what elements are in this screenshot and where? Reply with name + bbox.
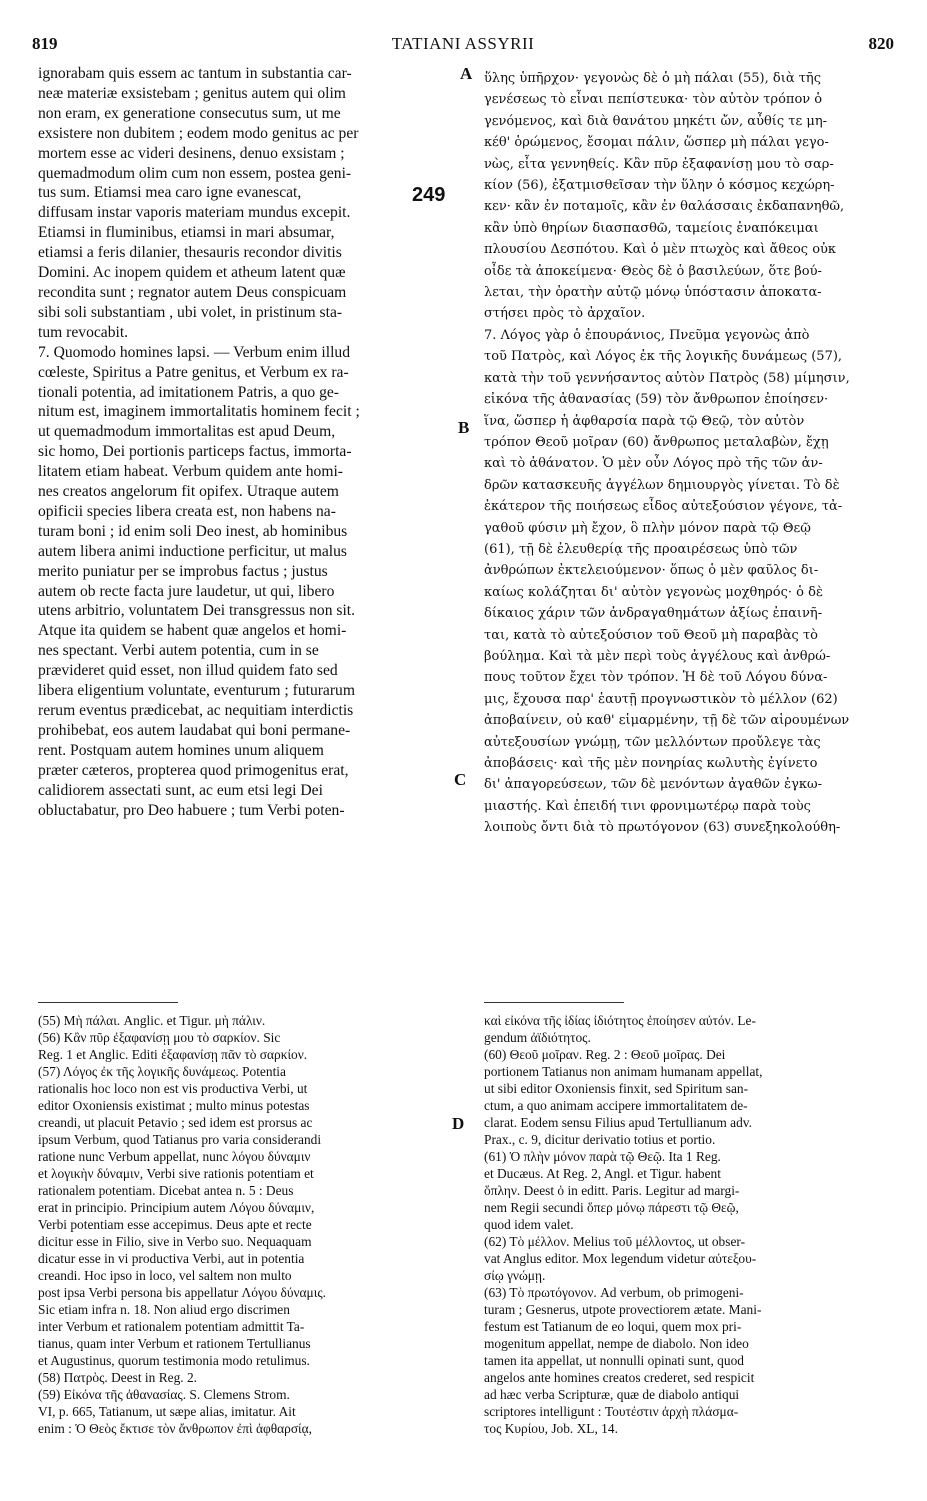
greek-text-line: μις, ἔχουσα παρ' ἑαυτῇ προγνωστικὸν τὸ μέλλον (62) [484, 691, 838, 707]
footnote-line: (58) Πατρὸς. Deest in Reg. 2. [38, 1370, 198, 1385]
footnotes-right [484, 1012, 904, 1437]
margin-marker-b: B [458, 418, 470, 437]
greek-text-line: ἵνα, ὥσπερ ἡ ἀφθαρσία παρὰ τῷ Θεῷ, τὸν αὐτὸν [484, 413, 805, 429]
latin-text-line: ignorabam quis essem ac tantum in substantia car- [38, 65, 352, 82]
latin-text-line: diffusam instar vaporis materiam mundus excepit. [38, 204, 351, 222]
footnote-line: vat Anglus editor. Mox legendum videtur αὐτεξου- [484, 1251, 757, 1266]
footnote-line: tamen ita appellat, ut nonnulli opinati sunt, quod [484, 1353, 744, 1368]
footnote-line: ad hæc verba Scripturæ, quæ de diabolo antiqui [484, 1387, 740, 1402]
greek-text-line: κίον (56), ἐξατμισθεῖσαν τὴν ὕλην ὁ κόσμος κεχώρη- [484, 178, 835, 194]
footnote-line: et Ducæus. At Reg. 2, Angl. et Tigur. habent [484, 1166, 721, 1181]
edition-page-number: 249 [412, 184, 446, 206]
latin-text-line: Atque ita quidem se habent quæ angelos et homi- [38, 622, 347, 640]
greek-text-line: νὼς, εἶτα γεννηθείς. Κἂν πῦρ ἐξαφανίσῃ μου τὸ σαρ- [484, 156, 834, 172]
greek-text-line: κέθ' ὁρώμενος, ἔσομαι πάλιν, ὥσπερ μὴ πάλαι γεγο- [484, 135, 829, 151]
footnote-line: scriptores intelligunt : Τουτέστιν ἀρχὴ πλάσμα- [484, 1404, 739, 1419]
latin-text-line: neæ materiæ exsistebam ; genitus autem qui olim [38, 84, 346, 102]
footnote-line: (61) Ὁ πλὴν μόνον παρὰ τῷ Θεῷ. Ita 1 Reg. [484, 1149, 721, 1164]
greek-text-line: (61), τῇ δὲ ἐλευθερίᾳ τῆς προαιρέσεως ὑπὸ τῶν [484, 541, 798, 557]
latin-text-line: tionali potentia, ad imitationem Patris, a quo ge- [38, 383, 339, 401]
greek-text-line: κεν· κἂν ἐν ποταμοῖς, κἂν ἐν θαλάσσαις ἐκδαπανηθῶ, [484, 199, 845, 215]
footnote-line: tianus, quam inter Verbum et rationem Tertullianus [38, 1336, 311, 1351]
latin-text-line: rerum eventus prædicebat, ac nequitiam interdictis [38, 702, 354, 719]
page-header [32, 34, 894, 58]
footnote-line: σίῳ γνώμῃ. [484, 1268, 546, 1283]
footnote-line: Sic etiam infra n. 18. Non aliud ergo discrimen [38, 1302, 290, 1317]
latin-text-line: autem libera animi inductione perficitur, ut malus [38, 542, 347, 560]
footnote-rule-right [484, 1002, 624, 1003]
footnote-line: ctum, a quo animam accipere immortalitatem de- [484, 1098, 748, 1113]
greek-text-line: μιαστής. Καὶ ἐπειδή τινι φρονιμωτέρῳ παρὰ τοὺς [484, 798, 811, 814]
page-number-right: 820 [868, 34, 894, 53]
footnote-line: VI, p. 665, Tatianum, ut sæpe alias, imitatur. Ait [38, 1404, 296, 1419]
latin-text-line: tum revocabit. [38, 323, 129, 341]
footnote-line: creandi, ut placuit Petavio ; sed idem est prorsus ac [38, 1115, 313, 1130]
latin-text-line: nes creatos angelorum fit opifex. Utraque autem [38, 483, 339, 501]
footnote-line: et λογικὴν δύναμιν, Verbi sive rationis potentiam et [38, 1166, 314, 1181]
footnote-line: καὶ εἰκόνα τῆς ἰδίας ἰδιότητος ἐποίησεν αὐτόν. Le- [484, 1013, 756, 1028]
footnote-line: (63) Τὸ πρωτόγονον. Ad verbum, ob primogeni- [484, 1285, 744, 1300]
footnote-line: τος Κυρίου, Job. XL, 14. [484, 1421, 618, 1436]
greek-text-line: λεται, τὴν ὁρατὴν αὐτῷ μόνῳ ὑπόστασιν ἀποκατα- [484, 285, 822, 301]
latin-text-line: cœleste, Spiritus a Patre genitus, et Verbum ex ra- [38, 363, 349, 381]
footnotes-left [38, 1012, 450, 1437]
footnote-line: editor Oxoniensis existimat ; multo minus potestas [38, 1098, 310, 1113]
margin-marker-a: A [460, 64, 473, 83]
latin-text-line: non eram, ex generatione consecutus sum, ut me [38, 104, 341, 122]
footnote-line: gendum ἀϊδιότητος. [484, 1030, 591, 1045]
greek-text-line: τρόπον Θεοῦ μοῖραν (60) ἄνθρωπος μεταλαβὼν, ἔχῃ [484, 434, 829, 450]
latin-text-line: sic homo, Dei portionis particeps factus, immorta- [38, 443, 352, 461]
latin-text-line: sibi soli substantiam , ubi volet, in pristinum sta- [38, 303, 343, 321]
latin-text-line: utens arbitrio, voluntatem Dei transgressus non sit. [38, 602, 356, 620]
latin-text-line: nitum est, imaginem immortalitatis hominem fecit ; [38, 403, 360, 421]
greek-text-line: κατὰ τὴν τοῦ γεννήσαντος αὐτὸν Πατρὸς (58) μίμησιν, [484, 370, 850, 386]
footnote-line: Prax., c. 9, dicitur derivatio totius et portio. [484, 1132, 716, 1147]
greek-text-line: ται, κατὰ τὸ αὐτεξούσιον τοῦ Θεοῦ μὴ παραβὰς τὸ [484, 627, 818, 643]
latin-column [38, 64, 448, 820]
greek-text-line: γενέσεως τὸ εἶναι πεπίστευκα· τὸν αὐτὸν τρόπον ὁ [484, 92, 823, 108]
footnote-line: erat in principio. Principium autem Λόγου δύναμιν, [38, 1200, 315, 1215]
latin-text-line: tus sum. Etiamsi mea caro igne evanescat, [38, 184, 302, 202]
latin-text-line: Domini. Ac inopem quidem et atheum latent quæ [38, 264, 346, 282]
footnote-line: rationalis hoc loco non est vis productiva Verbi, ut [38, 1081, 308, 1096]
latin-text-line: recondita sunt ; regnator autem Deus conspicuam [38, 283, 347, 301]
latin-text-line: 7. Quomodo homines lapsi. — Verbum enim illud [38, 343, 351, 361]
greek-column [484, 68, 904, 839]
footnote-line: creandi. Hoc ipso in loco, vel saltem non multo [38, 1268, 292, 1283]
greek-text-line: στήσει πρὸς τὸ ἀρχαῖον. [484, 306, 646, 322]
footnote-line: ratione nunc Verbum appellat, nunc λόγου δύναμιν [38, 1149, 311, 1164]
footnote-line: nem Regii secundi ὅπερ μόνῳ πάρεστι τῷ Θεῷ, [484, 1200, 739, 1215]
greek-text-line: 7. Λόγος γὰρ ὁ ἐπουράνιος, Πνεῦμα γεγονὼς ἀπὸ [484, 327, 810, 343]
greek-text-line: γαθοῦ φύσιν μὴ ἔχον, ὃ πλὴν μόνον παρὰ τῷ Θεῷ [484, 520, 811, 536]
footnote-line: (59) Εἰκόνα τῆς ἀθανασίας. S. Clemens Strom. [38, 1387, 290, 1402]
latin-text-line: rent. Postquam autem homines unum aliquem [38, 741, 324, 759]
latin-text-line: prævideret quid esset, non illud quidem fato sed [38, 662, 338, 680]
footnote-line: angelos ante homines creatos crederet, sed respicit [484, 1370, 755, 1385]
footnote-line: clarat. Eodem sensu Filius apud Tertullianum adv. [484, 1115, 752, 1130]
latin-text-line: merito puniatur per se improbus factus ; justus [38, 562, 328, 580]
latin-text-line: præter cæteros, propterea quod primogenitus erat, [38, 761, 349, 779]
latin-text-line: turam boni ; id enim soli Deo inest, ab hominibus [38, 522, 348, 540]
latin-text-line: obluctabatur, pro Deo habuere ; tum Verbi poten- [38, 801, 345, 819]
greek-text-line: λοιποὺς ὄντι διὰ τὸ πρωτόγονον (63) συνεξηκολούθη- [484, 820, 841, 836]
latin-text-line: nes spectant. Verbi autem potentia, cum in se [38, 642, 319, 660]
footnote-line: turam ; Gesnerus, utpote provectiorem ætate. Mani- [484, 1302, 762, 1317]
footnote-line: (57) Λόγος ἐκ τῆς λογικῆς δυνάμεως. Potentia [38, 1064, 286, 1079]
greek-text-line: οἶδε τὰ ἀποκείμενα· Θεὸς δὲ ὁ βασιλεύων, ὅτε βού- [484, 263, 822, 279]
footnote-line: quod idem valet. [484, 1217, 574, 1232]
latin-text-line: calidiorem assectati sunt, ac eum etsi legi Dei [38, 781, 323, 799]
footnote-line: et Augustinus, quorum testimonia modo retulimus. [38, 1353, 310, 1368]
latin-text-line: mortem esse ac videri desinens, denuo exsistam ; [38, 144, 345, 162]
greek-text-line: καὶ τὸ ἀθάνατον. Ὁ μὲν οὖν Λόγος πρὸ τῆς τῶν ἀν- [484, 456, 823, 472]
footnote-line: ipsum Verbum, quod Tatianus pro varia considerandi [38, 1132, 322, 1147]
footnote-line: (62) Τὸ μέλλον. Melius τοῦ μέλλοντος, ut obser- [484, 1234, 746, 1249]
greek-text-line: ὕλης ὑπῆρχον· γεγονὼς δὲ ὁ μὴ πάλαι (55), διὰ τῆς [484, 71, 821, 86]
greek-text-line: ἀνθρώπων ἐκτελειούμενον· ὅπως ὁ μὲν φαῦλος δι- [484, 563, 819, 579]
footnote-line: post ipsa Verbi persona bis appellatur Λόγου δύναμις. [38, 1285, 326, 1300]
footnote-line: mogenitum appellat, nempe de diabolo. Non ideo [484, 1336, 749, 1351]
footnote-line: (60) Θεοῦ μοῖραν. Reg. 2 : Θεοῦ μοῖρας. Dei [484, 1047, 726, 1062]
margin-marker-d: D [452, 1114, 465, 1133]
footnote-line: ὅπλην. Deest ὁ in editt. Paris. Legitur ad margi- [484, 1183, 740, 1198]
page-number-left: 819 [32, 34, 58, 53]
footnote-line: ut sibi editor Oxoniensis finxit, sed Spiritum san- [484, 1081, 749, 1096]
footnote-line: dicitur esse in Filio, sive in Verbo suo. Nequaquam [38, 1234, 312, 1249]
footnote-line: Verbi potentiam esse accepimus. Deus apte et recte [38, 1217, 312, 1232]
footnote-line: portionem Tatianus non animam humanam appellat, [484, 1064, 763, 1079]
greek-text-line: δρῶν κατασκευῆς ἀγγέλων δημιουργὸς γίνεται. Τὸ δὲ [484, 477, 840, 493]
footnote-line: Reg. 1 et Anglic. Editi ἐξαφανίσῃ πᾶν τὸ σαρκίον. [38, 1047, 308, 1062]
latin-text-line: prohibebat, eos autem laudabat qui boni permane- [38, 721, 351, 739]
margin-marker-c: C [454, 770, 467, 789]
latin-text-line: autem ob recte facta jure laudetur, ut qui, libero [38, 582, 335, 600]
greek-text-line: δι' ἀπαγορεύσεων, τῶν δὲ μενόντων ἀγαθῶν ἐγκω- [484, 777, 823, 793]
greek-text-line: κἂν ὑπὸ θηρίων διασπασθῶ, ταμείοις ἐναπόκειμαι [484, 220, 819, 236]
footnote-line: festum est Tatianum de eo loqui, quem mox pri- [484, 1319, 742, 1334]
footnote-line: (55) Μὴ πάλαι. Anglic. et Tigur. μὴ πάλιν. [38, 1013, 266, 1028]
footnote-line: inter Verbum et rationalem potentiam admittit Ta- [38, 1319, 305, 1334]
greek-text-line: δίκαιος χάριν τῶν ἀνδραγαθημάτων ἀξίως ἐπαινῆ- [484, 606, 823, 622]
footnote-rule-left [38, 1002, 178, 1003]
latin-text-line: quemadmodum olim cum non essem, postea geni- [38, 164, 352, 182]
greek-text-line: πλουσίου Δεσπότου. Καὶ ὁ μὲν πτωχὸς καὶ ἄθεος οὐκ [484, 242, 837, 258]
greek-text-line: ἑκάτερον τῆς ποιήσεως εἶδος αὐτεξούσιον γέγονε, τἀ- [484, 499, 843, 515]
greek-text-line: αὐτεξουσίων γνώμῃ, τῶν μελλόντων προὔλεγε τὰς [484, 734, 821, 750]
latin-text-line: exsistere non dubitem ; eodem modo genitus ac per [38, 124, 359, 142]
greek-text-line: βούλημα. Καὶ τὰ μὲν περὶ τοὺς ἀγγέλους καὶ ἀνθρώ- [484, 648, 831, 664]
latin-text-line: litatem etiam habeat. Verbum quidem ante homi- [38, 463, 343, 481]
latin-text-line: opificii species libera creata est, non habens na- [38, 502, 336, 520]
greek-text-line: ἀποβαίνειν, οὐ καθ' εἱμαρμένην, τῇ δὲ τῶν αἱρουμένων [484, 713, 850, 729]
greek-text-line: τοῦ Πατρὸς, καὶ Λόγος ἐκ τῆς λογικῆς δυνάμεως (57), [484, 349, 843, 365]
running-title: TATIANI ASSYRII [391, 34, 535, 53]
footnote-line: rationalem potentiam. Dicebat antea n. 5 : Deus [38, 1183, 294, 1198]
greek-text-line: πους τοῦτον ἔχει τὸν τρόπον. Ἡ δὲ τοῦ Λόγου δύνα- [484, 670, 828, 686]
latin-text-line: etiamsi a feris dilanier, thesauris recondor divitis [38, 244, 342, 262]
greek-text-line: εἰκόνα τῆς ἀθανασίας (59) τὸν ἄνθρωπον ἐποίησεν· [484, 392, 829, 408]
footnote-line: enim : Ὁ Θεὸς ἔκτισε τὸν ἄνθρωπον ἐπὶ ἀφθαρσίᾳ, [38, 1421, 313, 1436]
greek-text-line: ἀποβάσεις· καὶ τῆς μὲν πονηρίας κωλυτὴς ἐγίνετο [484, 756, 818, 771]
latin-text-line: Etiamsi in fluminibus, etiamsi in mari absumar, [38, 224, 335, 242]
latin-text-line: ut quemadmodum immortalitas est apud Deum, [38, 423, 336, 441]
footnote-line: (56) Κἂν πῦρ ἐξαφανίσῃ μου τὸ σαρκίον. Sic [38, 1030, 281, 1045]
greek-text-line: καίως κολάζηται δι' αὐτὸν γεγονὼς μοχθηρός· ὁ δὲ [484, 584, 823, 600]
greek-text-line: γενόμενος, καὶ διὰ θανάτου μηκέτι ὤν, αὖθίς τε μη- [484, 113, 827, 129]
latin-text-line: libera eligentium voluntate, eventurum ; futurarum [38, 682, 355, 700]
footnote-line: dicatur esse in vi productiva Verbi, aut in potentia [38, 1251, 305, 1266]
